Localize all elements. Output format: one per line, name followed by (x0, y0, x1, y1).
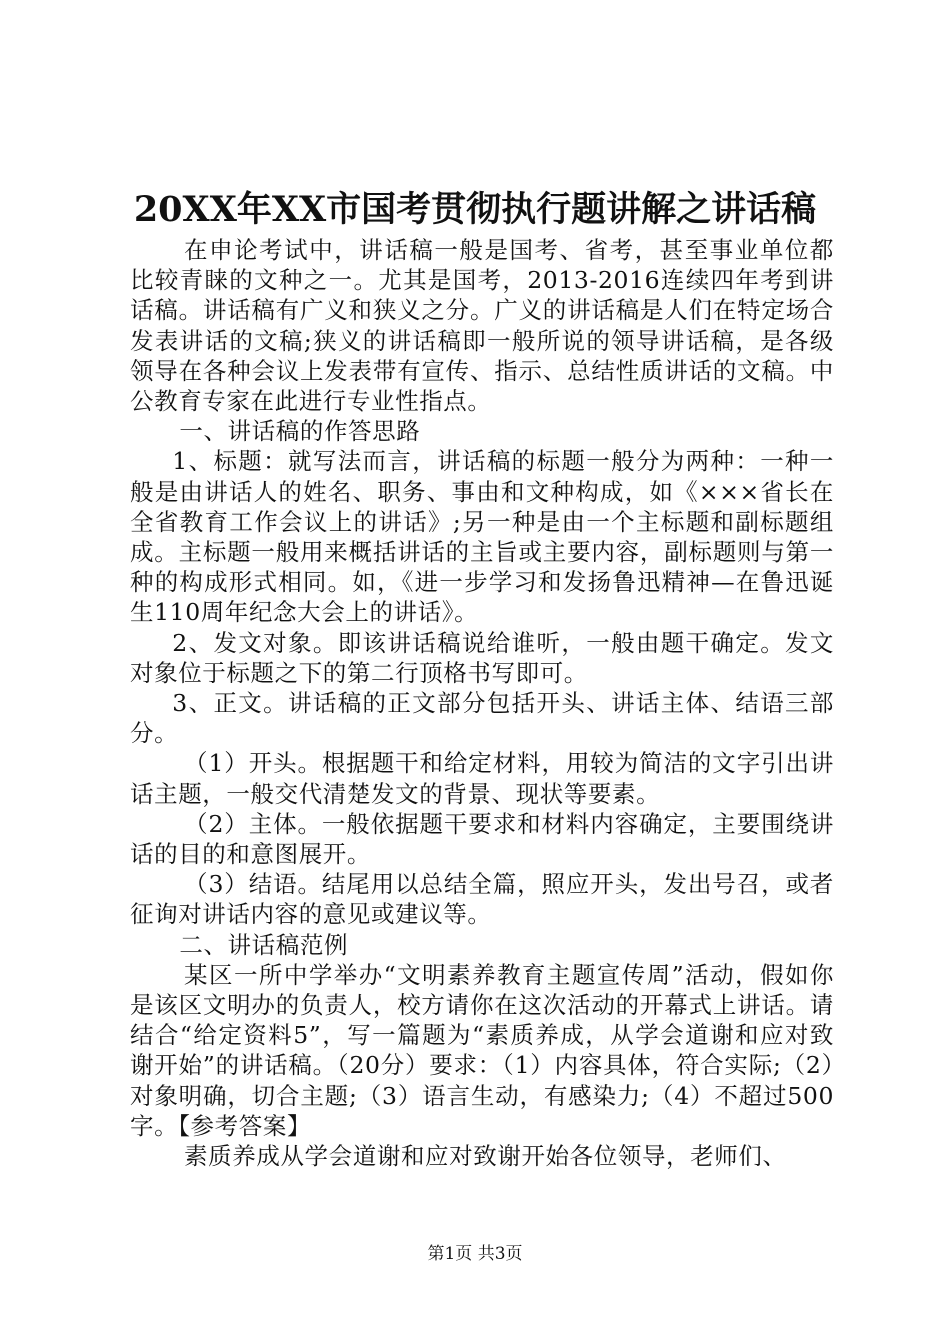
intro-paragraph: 在申论考试中，讲话稿一般是国考、省考，甚至事业单位都比较青睐的文种之一。尤其是国考，2013-2016连续四年考到讲话稿。讲话稿有广义和狭义之分。广义的讲话稿是人们在特定场合发表讲话的文稿;狭义的讲话稿即一般所说的领导讲话稿，是各级领导在各种会议上发表带有宣传、指示、总结性质讲话的文稿。中公教育专家在此进行专业性指点。 (130, 236, 834, 416)
paragraph-conclusion: （3）结语。结尾用以总结全篇，照应开头，发出号召，或者征询对讲话内容的意见或建议等。 (130, 870, 834, 929)
paragraph-example-answer: 素质养成从学会道谢和应对致谢开始各位领导，老师们、 (184, 1142, 787, 1171)
document-title: 20XX年XX市国考贯彻执行题讲解之讲话稿 (133, 189, 817, 230)
section-heading-2: 二、讲话稿范例 (179, 930, 349, 959)
paragraph-title-format: 1、标题：就写法而言，讲话稿的标题一般分为两种：一种一般是由讲话人的姓名、职务、事由和文种构成，如《×××省长在全省教育工作会议上的讲话》;另一种是由一个主标题和副标题组成。主标题一般用来概括讲话的主旨或主要内容，副标题则与第一种的构成形式相同。如，《进一步学习和发扬鲁迅精神—在鲁迅诞生110周年纪念大会上的讲话》。 (130, 447, 834, 627)
paragraph-body: （2）主体。一般依据题干要求和材料内容确定，主要围绕讲话的目的和意图展开。 (130, 809, 834, 869)
paragraph-audience: 2、发文对象。即该讲话稿说给谁听，一般由题干确定。发文对象位于标题之下的第二行顶格书写即可。 (130, 628, 834, 687)
section-heading-1: 一、讲话稿的作答思路 (179, 417, 421, 446)
paragraph-opening: （1）开头。根据题干和给定材料，用较为简洁的文字引出讲话主题，一般交代清楚发文的背景、现状等要素。 (130, 749, 834, 808)
paragraph-example-prompt: 某区一所中学举办“文明素养教育主题宣传周”活动，假如你是该区文明办的负责人，校方请你在这次活动的开幕式上讲话。请结合“给定资料5”，写一篇题为“素质养成，从学会道谢和应对致谢开始”的讲话稿。（20分）要求：（1）内容具体，符合实际;（2）对象明确，切合主题;（3）语言生动，有感染力;（4）不超过500字。【参考答案】 (130, 960, 834, 1140)
page-footer: 第1页 共3页 (427, 1244, 523, 1264)
paragraph-main-text: 3、正文。讲话稿的正文部分包括开头、讲话主体、结语三部分。 (130, 689, 834, 748)
document-body (130, 235, 834, 1171)
